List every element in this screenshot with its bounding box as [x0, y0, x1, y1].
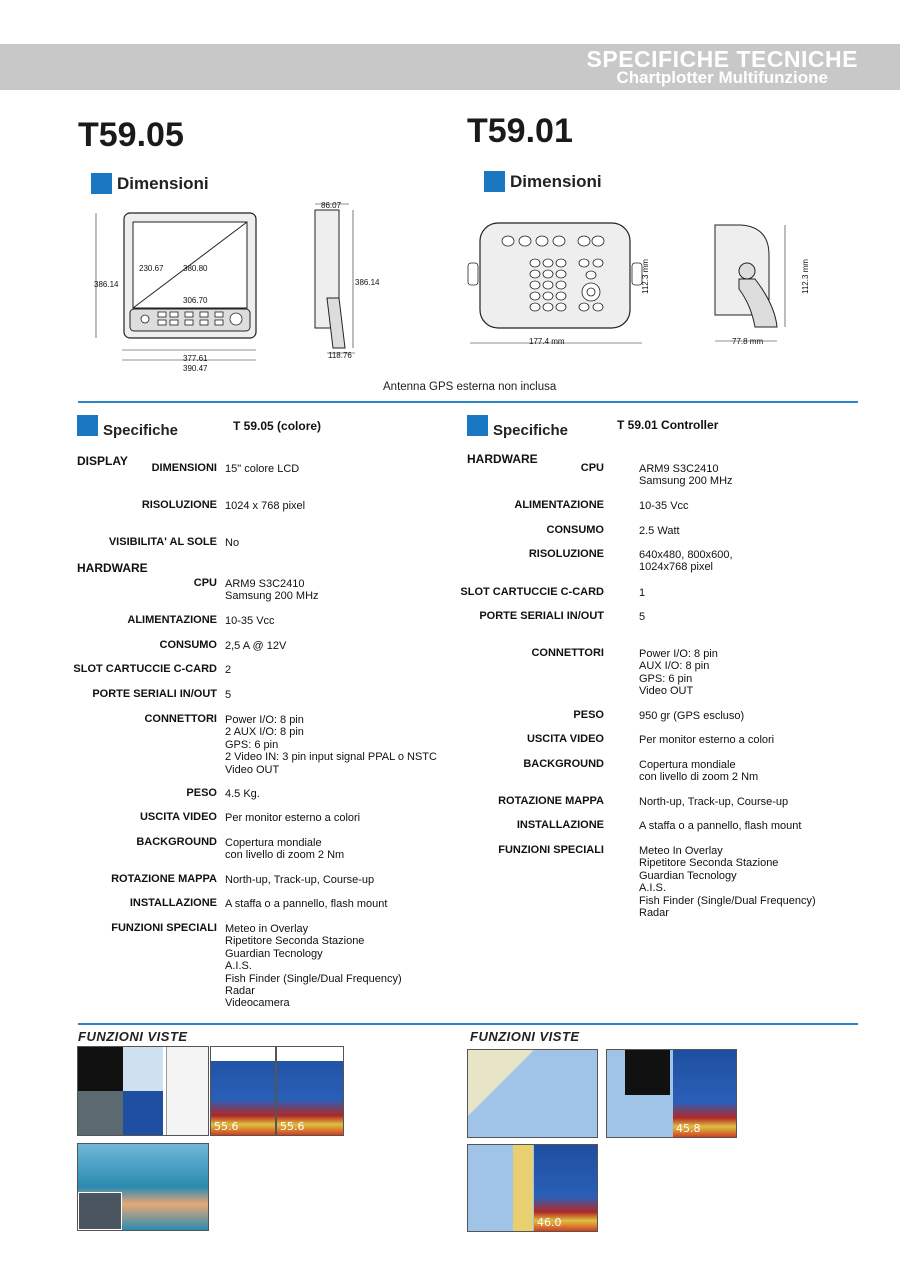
spec-value: 4.5 Kg. — [225, 788, 260, 800]
divider — [78, 1023, 858, 1025]
dimensions-title-left — [91, 173, 209, 194]
dimensions-label: Dimensioni — [117, 173, 209, 193]
land-area — [513, 1145, 533, 1231]
header-title: SPECIFICHE TECNICHE — [586, 46, 858, 72]
header-subtitle: Chartplotter Multifunzione — [616, 68, 828, 87]
spec-label: CONSUMO — [546, 524, 604, 536]
photo-children-swimming — [77, 1143, 209, 1231]
spec-value: 2,5 A @ 12V — [225, 640, 287, 652]
spec-value: 10-35 Vcc — [639, 500, 689, 512]
spec-value: Meteo in Overlay Ripetitore Seconda Stazione Guardian Tecnology A.I.S. Fish Finder (Single/Dual Frequency) Radar Videocamera — [225, 923, 402, 1010]
antenna-note: Antenna GPS esterna non inclusa — [383, 381, 557, 393]
spec-value: 1024 x 768 pixel — [225, 500, 306, 512]
dim-label: 112.3 mm — [641, 259, 650, 294]
screenshot-radar-sonar — [606, 1049, 737, 1138]
spec-value: North-up, Track-up, Course-up — [225, 874, 375, 886]
dim-label: 380.80 — [183, 264, 208, 273]
divider — [78, 401, 858, 403]
spec-label: FUNZIONI SPECIALI — [111, 922, 217, 934]
dim-label: 390.47 — [183, 364, 208, 373]
header-band — [0, 44, 900, 90]
dim-label: 386.14 — [355, 278, 380, 287]
dimensions-title-right — [484, 171, 602, 192]
spec-label: BACKGROUND — [136, 836, 217, 848]
sonar-image — [673, 1050, 736, 1137]
spec-value: 15" colore LCD — [225, 463, 300, 475]
spec-label: PESO — [573, 709, 604, 721]
screenshot-chart-radar — [77, 1046, 209, 1136]
spec-label: USCITA VIDEO — [139, 811, 217, 823]
spec-value: A staffa o a pannello, flash mount — [225, 898, 388, 910]
square-bullet-icon — [77, 415, 98, 436]
square-bullet-icon — [484, 171, 505, 192]
spec-label: INSTALLAZIONE — [129, 897, 217, 909]
sonar-depth: 55.6 — [214, 1120, 239, 1133]
chart-image — [123, 1047, 163, 1091]
diagram-side-t5901 — [705, 215, 795, 350]
spec-value: 640x480, 800x600, 1024x768 pixel — [639, 549, 733, 574]
spec-value: Meteo In Overlay Ripetitore Seconda Stazione Guardian Tecnology A.I.S. Fish Finder (Single/Dual Frequency) Radar — [639, 845, 816, 920]
spec-value: ARM9 S3C2410 Samsung 200 MHz — [225, 578, 319, 603]
group-hardware-right: HARDWARE — [467, 452, 538, 466]
dim-label: 386.14 — [94, 280, 119, 289]
spec-label: DIMENSIONI — [151, 462, 217, 474]
dim-label: 112.3 mm — [801, 259, 810, 294]
group-hardware-left: HARDWARE — [77, 561, 148, 575]
dimensions-label: Dimensioni — [510, 171, 602, 191]
dim-label: 86.07 — [321, 201, 342, 210]
spec-label: CPU — [193, 577, 217, 589]
spec-value: Per monitor esterno a colori — [639, 734, 775, 746]
spec-label: SLOT CARTUCCIE C-CARD — [73, 663, 217, 675]
spec-value: 2 — [225, 664, 232, 676]
square-bullet-icon — [91, 173, 112, 194]
spec-value: 1 — [639, 587, 646, 599]
dim-label: 306.70 — [183, 296, 208, 305]
spec-label: PESO — [186, 787, 217, 799]
spec-value: 2.5 Watt — [639, 525, 680, 537]
dim-label: 377.61 — [183, 354, 208, 363]
sonar-image — [534, 1145, 597, 1231]
spec-label: FUNZIONI SPECIALI — [498, 844, 604, 856]
spec-label: CONNETTORI — [531, 647, 604, 659]
spec-label: PORTE SERIALI IN/OUT — [92, 688, 217, 700]
spec-label: Specifiche — [493, 422, 569, 439]
radar-image — [625, 1050, 670, 1095]
spec-label: SLOT CARTUCCIE C-CARD — [460, 586, 604, 598]
spec-value: 5 — [225, 689, 232, 701]
sonar-depth: 45.8 — [676, 1122, 701, 1135]
funzioni-viste-title-left: FUNZIONI VISTE — [78, 1029, 188, 1044]
spec-value: ARM9 S3C2410 Samsung 200 MHz — [639, 463, 733, 488]
spec-label: INSTALLAZIONE — [516, 819, 604, 831]
inset-camera-image — [78, 1192, 122, 1230]
spec-label: USCITA VIDEO — [526, 733, 604, 745]
sonar-depth: 55.6 — [280, 1120, 305, 1133]
spec-model-right: T 59.01 Controller — [617, 418, 719, 432]
spec-value: 5 — [639, 611, 646, 623]
spec-value: Per monitor esterno a colori — [225, 812, 361, 824]
screenshot-sonar-1 — [210, 1046, 276, 1136]
dim-label: 230.67 — [139, 264, 164, 273]
camera-image — [78, 1091, 123, 1135]
spec-label: Specifiche — [103, 422, 179, 439]
spec-value: North-up, Track-up, Course-up — [639, 796, 789, 808]
spec-label: BACKGROUND — [523, 758, 604, 770]
spec-label: CPU — [580, 462, 604, 474]
group-display: DISPLAY — [77, 454, 128, 468]
dim-label: 77.8 mm — [732, 337, 764, 346]
spec-value: A staffa o a pannello, flash mount — [639, 820, 802, 832]
spec-title-left — [77, 412, 178, 439]
spec-label: PORTE SERIALI IN/OUT — [479, 610, 604, 622]
dim-label: 118.76 — [328, 351, 352, 360]
sonar-image — [123, 1091, 163, 1135]
spec-label: CONSUMO — [159, 639, 217, 651]
funzioni-viste-title-right: FUNZIONI VISTE — [470, 1029, 580, 1044]
diagram-front-t5901 — [462, 215, 652, 350]
screenshot-chart-sonar — [467, 1144, 598, 1232]
spec-label: ROTAZIONE MAPPA — [111, 873, 217, 885]
spec-label: RISOLUZIONE — [141, 499, 217, 511]
data-panel — [166, 1047, 209, 1135]
spec-value: Copertura mondiale con livello di zoom 2 Nm — [225, 837, 345, 862]
screenshot-chart-map — [467, 1049, 598, 1138]
spec-label: CONNETTORI — [144, 713, 217, 725]
sonar-header — [277, 1047, 343, 1061]
spec-value: 950 gr (GPS escluso) — [639, 710, 745, 722]
spec-value: Power I/O: 8 pin AUX I/O: 8 pin GPS: 6 pin Video OUT — [639, 648, 718, 698]
spec-model-left: T 59.05 (colore) — [233, 419, 322, 433]
spec-label: RISOLUZIONE — [528, 548, 604, 560]
spec-value: Power I/O: 8 pin 2 AUX I/O: 8 pin GPS: 6 pin 2 Video IN: 3 pin input signal PPAL o NSTC Video OUT — [225, 714, 437, 776]
spec-value: Copertura mondiale con livello di zoom 2 Nm — [639, 759, 759, 784]
radar-image — [78, 1047, 123, 1091]
screenshot-sonar-2 — [276, 1046, 344, 1136]
sonar-depth: 46.0 — [537, 1216, 562, 1229]
dim-label: 177.4 mm — [529, 337, 565, 346]
spec-label: ALIMENTAZIONE — [127, 614, 217, 626]
spec-value: 10-35 Vcc — [225, 615, 275, 627]
model-title-left: T59.05 — [78, 116, 184, 154]
model-title-right: T59.01 — [467, 112, 573, 150]
square-bullet-icon — [467, 415, 488, 436]
spec-label: ALIMENTAZIONE — [514, 499, 604, 511]
spec-value: No — [225, 537, 240, 549]
spec-title-right — [467, 412, 568, 439]
spec-label: ROTAZIONE MAPPA — [498, 795, 604, 807]
sonar-header — [211, 1047, 275, 1061]
spec-label: VISIBILITA' AL SOLE — [108, 536, 217, 548]
